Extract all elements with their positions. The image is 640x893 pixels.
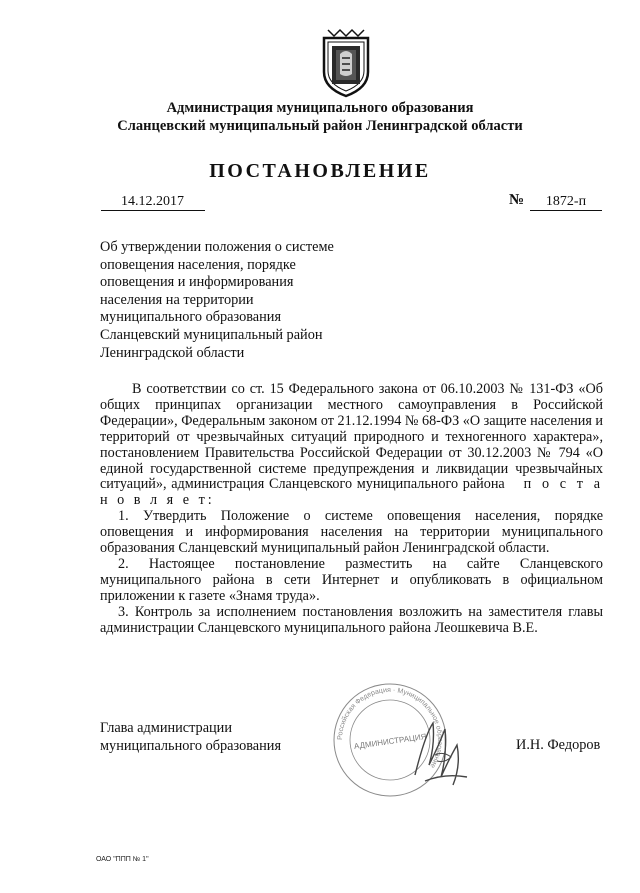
organization-name-line1: Администрация муниципального образования xyxy=(166,100,474,116)
subject-line: оповещения населения, порядке xyxy=(100,256,296,273)
position-line1: Глава администрации xyxy=(100,720,232,736)
subject-line: Ленинградской области xyxy=(100,344,245,361)
document-body xyxy=(100,382,603,637)
subject-line: оповещения и информирования xyxy=(100,274,294,291)
stamp-center-text: АДМИНИСТРАЦИЯ xyxy=(353,731,427,752)
organization-name-line2: Сланцевский муниципальный район Ленинградской области xyxy=(117,118,523,134)
preamble-paragraph xyxy=(100,382,603,509)
handwritten-signature xyxy=(405,715,475,795)
position-line2: муниципального образования xyxy=(100,738,282,754)
subject-line: Сланцевский муниципальный район xyxy=(100,326,323,343)
coat-of-arms-icon xyxy=(318,28,374,98)
subject-line: Об утверждении положения о системе xyxy=(100,239,334,255)
subject-line: муниципального образования xyxy=(100,309,282,326)
stamp-ring-text: Российская Федерация · Муниципальное образование xyxy=(336,686,444,770)
item-paragraph-1: 1. Утвердить Положение о системе оповещения населения, порядке оповещения и информирования населения на территории муниципального образования Сланцевский муниципальный район Ленинградской области. xyxy=(100,508,603,557)
document-subject xyxy=(100,239,370,362)
document-type-title: ПОСТАНОВЛЕНИЕ xyxy=(209,160,431,182)
item-paragraph-2: 2. Настоящее постановление разместить на сайте Сланцевского муниципального района в сети Интернет и опубликовать в официальном приложении к газете «Знамя труда». xyxy=(100,555,603,604)
signatory-name: И.Н. Федоров xyxy=(516,737,601,753)
printer-footer: ОАО "ППП № 1" xyxy=(96,856,149,863)
document-date: 14.12.2017 xyxy=(101,193,205,211)
preamble-text: В соответствии со ст. 15 Федерального закона от 06.10.2003 № 131-ФЗ «Об общих принципах организации местного самоуправления в Российской Федерации», Федеральным законом от 21.12.1994 № 68-ФЗ «О защите населения и территорий от чрезвычайных ситуаций природного и техногенного характера», постановлением Правительства Российской Федерации от 30.12.2003 № 794 «О единой государственной системе предупреждения и ликвидации чрезвычайных ситуаций», администрация Сланцевского муниципального района xyxy=(100,381,603,493)
item-paragraph-3: 3. Контроль за исполнением постановления возложить на заместителя главы администрации Сланцевского муниципального района Леошкевича В.Е. xyxy=(100,603,603,636)
number-sign: № xyxy=(509,192,525,208)
signatory-position xyxy=(100,719,281,755)
decree-word: п о с т а н о в л я е т: xyxy=(100,476,603,509)
document-number: 1872-п xyxy=(530,193,602,211)
subject-line: населения на территории xyxy=(100,291,254,308)
